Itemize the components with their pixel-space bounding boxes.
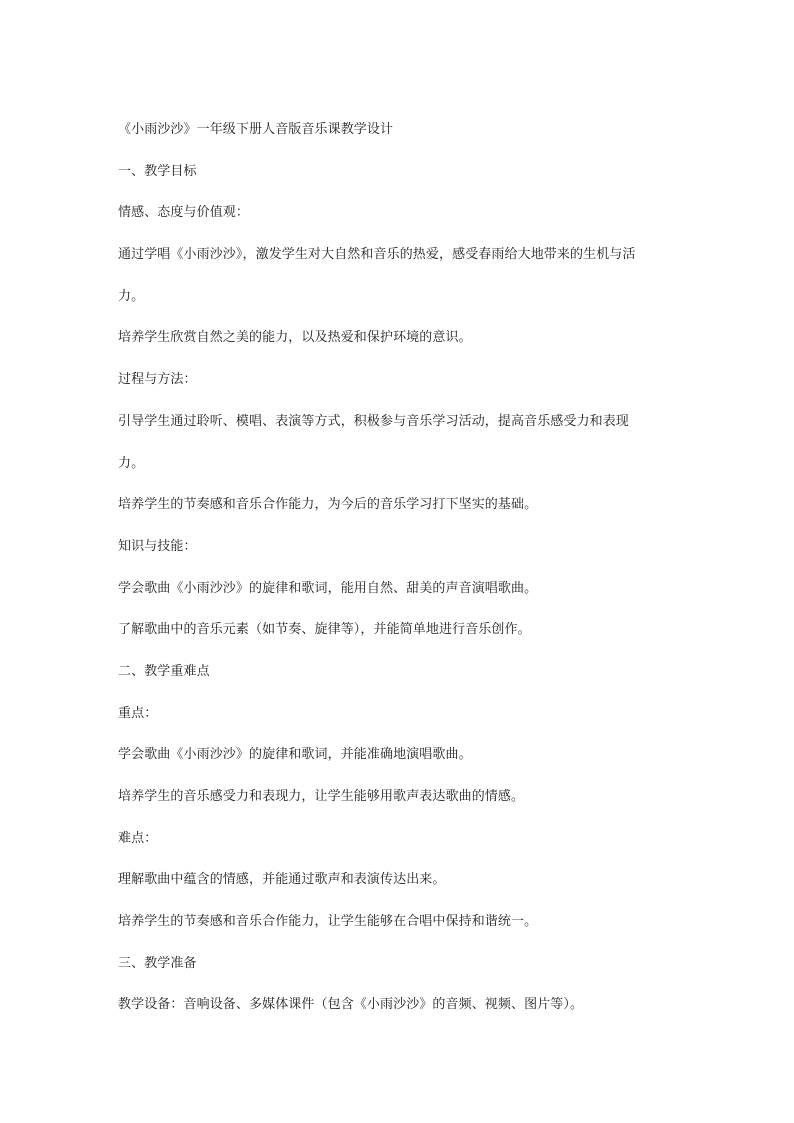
paragraph-line: 教学设备：音响设备、多媒体课件（包含《小雨沙沙》的音频、视频、图片等）。	[118, 997, 584, 1013]
paragraph-line: 了解歌曲中的音乐元素（如节奏、旋律等），并能简单地进行音乐创作。	[118, 622, 531, 638]
paragraph-line: 理解歌曲中蕴含的情感，并能通过歌声和表演传达出来。	[118, 872, 446, 888]
subheading-process-method: 过程与方法：	[118, 372, 197, 388]
document-body	[118, 120, 688, 1037]
paragraph-line: 培养学生的节奏感和音乐合作能力，为今后的音乐学习打下坚实的基础。	[118, 497, 538, 513]
paragraph-line: 力。	[118, 455, 145, 471]
document-title: 《小雨沙沙》一年级下册人音版音乐课教学设计	[118, 122, 394, 137]
section-heading-key-difficult-points: 二、教学重难点	[118, 663, 210, 679]
paragraph-line: 学会歌曲《小雨沙沙》的旋律和歌词，能用自然、甜美的声音演唱歌曲。	[118, 580, 538, 596]
paragraph-line: 学会歌曲《小雨沙沙》的旋律和歌词，并能准确地演唱歌曲。	[118, 747, 472, 763]
subheading-key-points: 重点：	[118, 705, 158, 721]
paragraph-line: 通过学唱《小雨沙沙》，激发学生对大自然和音乐的热爱，感受春雨给大地带来的生机与活	[118, 247, 636, 263]
subheading-emotion-attitude-values: 情感、态度与价值观：	[118, 205, 250, 221]
paragraph-line: 引导学生通过聆听、模唱、表演等方式，积极参与音乐学习活动，提高音乐感受力和表现	[118, 413, 629, 429]
subheading-difficult-points: 难点：	[118, 830, 158, 846]
section-heading-objectives: 一、教学目标	[118, 163, 197, 179]
section-heading-preparation: 三、教学准备	[118, 955, 197, 971]
subheading-knowledge-skills: 知识与技能：	[118, 538, 197, 554]
paragraph-line: 培养学生的节奏感和音乐合作能力，让学生能够在合唱中保持和谐统一。	[118, 914, 538, 930]
paragraph-line: 培养学生的音乐感受力和表现力，让学生能够用歌声表达歌曲的情感。	[118, 789, 525, 804]
paragraph-line: 培养学生欣赏自然之美的能力，以及热爱和保护环境的意识。	[118, 330, 472, 346]
paragraph-line: 力。	[118, 288, 145, 304]
